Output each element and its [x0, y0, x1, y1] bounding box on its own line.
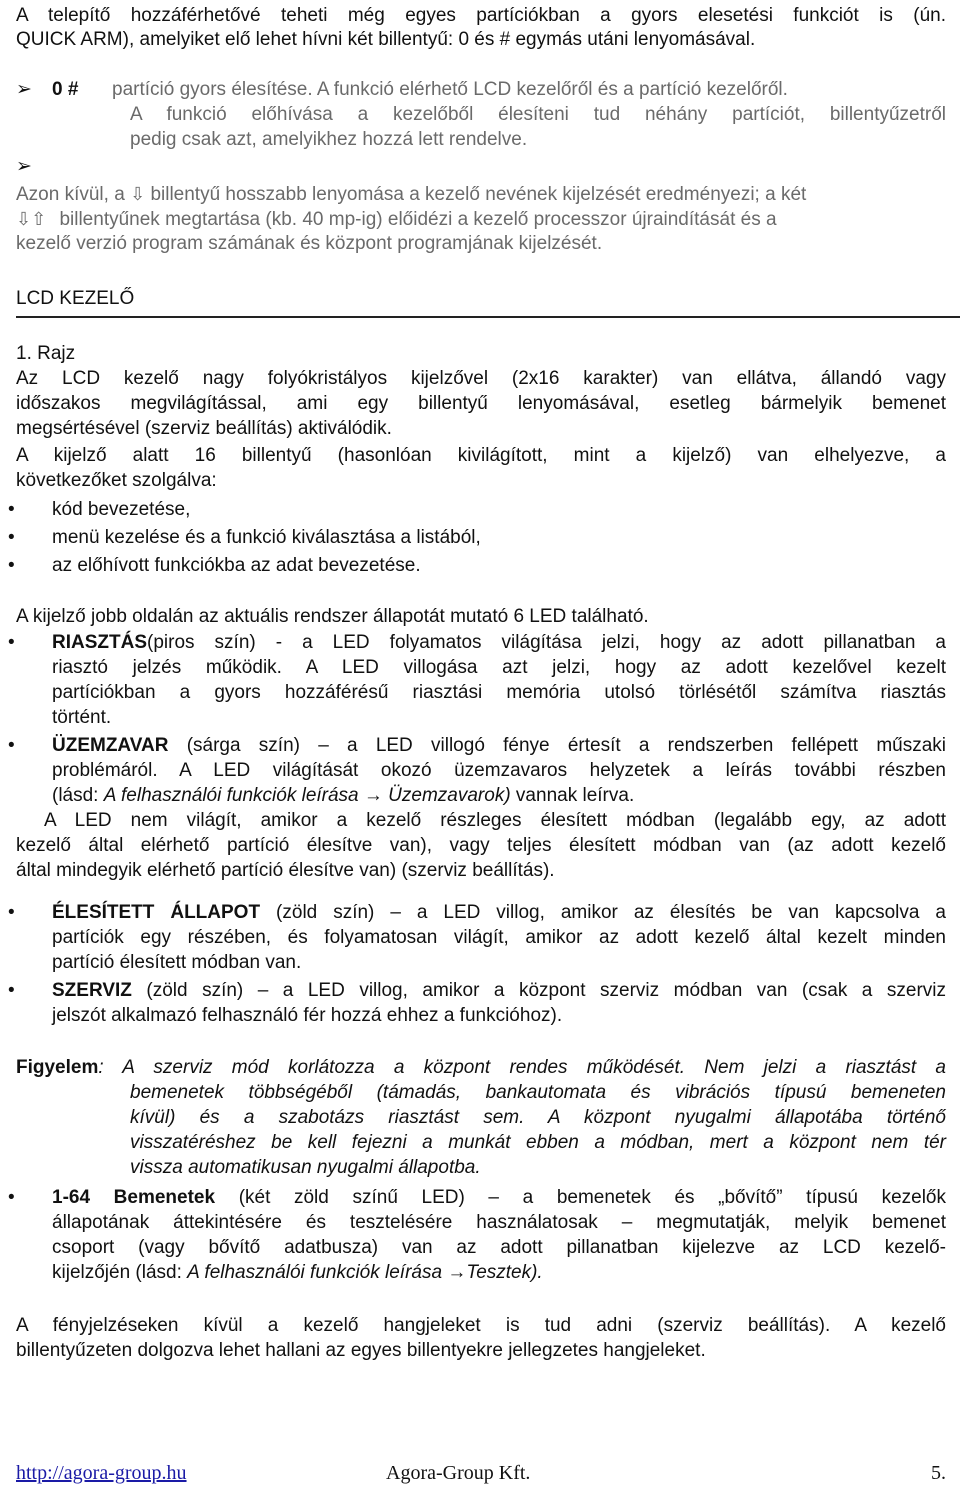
led-elesitett-line-1 — [52, 901, 946, 925]
uzemzavar-para-line-1: A LED nem világít, amikor a kezelő részleges élesített módban (legalább egy, az adott — [44, 810, 946, 831]
figyelem-line-1 — [16, 1056, 946, 1080]
desc-line-1: Az LCD kezelő nagy folyókristályos kijelzővel (2x16 karakter) van ellátva, állandó vagy — [16, 368, 946, 389]
led-riasztas-line-2: riasztó jelzés működik. A LED villogása azt jelzi, hogy az adott kezelővel kezelt — [52, 657, 946, 678]
uzemzavar-para-line-2: kezelő által elérhető partíció élesítve van), vagy teljes élesített módban van (az adott kezelő — [16, 835, 946, 856]
led-uzemzavar-line-3 — [52, 784, 634, 808]
led-intro: A kijelző jobb oldalán az aktuális rendszer állapotát mutató 6 LED található. — [16, 606, 649, 627]
led-riasztas-line-4: történt. — [52, 707, 112, 728]
led-uzemzavar-name: ÜZEMZAVAR — [52, 735, 169, 756]
extra-line-1-start: Azon kívül, a — [16, 184, 125, 205]
function-item: • az előhívott funkciókba az adat bevezetése. — [52, 554, 421, 578]
desc-line-2: időszakos megvilágítással, ami egy billentyű lenyomásával, esetleg bármelyik bemenet — [16, 393, 946, 414]
function-item: • kód bevezetése, — [52, 498, 190, 522]
footer-company: Agora-Group Kft. — [386, 1462, 531, 1484]
led-elesitett-text: (zöld szín) – a LED villog, amikor az élesítés be van kapcsolva a — [276, 902, 946, 923]
led-elesitett-name: ÉLESÍTETT ÁLLAPOT — [52, 902, 261, 923]
extra-line-3: kezelő verzió program számának és központ programjának kijelzését. — [16, 233, 603, 254]
bemenetek-name: 1-64 Bemenetek — [52, 1187, 216, 1208]
quick-arm-line-1: partíció gyors élesítése. A funkció elérhető LCD kezelőről és a partíció kezelőről. — [112, 79, 788, 100]
led-elesitett-line-2: partíciók egy részében, és folyamatosan világít, amikor az adott kezelő által kezelt minden — [52, 927, 946, 948]
bemenetek-line-2: állapotának áttekintésére és tesztelésére használatosak – megmutatják, melyik bemenet — [52, 1212, 946, 1233]
closing-line-2: billentyűzeten dolgozva lehet hallani az egyes billentyekre jellegzetes hangjeleket. — [16, 1340, 706, 1361]
quick-arm-key: 0 # — [52, 79, 79, 100]
extra-line-2 — [16, 207, 946, 232]
ref-suffix: vannak leírva. — [510, 785, 635, 806]
bemenetek-line-3: csoport (vagy bővítő adatbusza) van az adott pillanatban kijelezve az LCD kezelő- — [52, 1237, 946, 1258]
led-szerviz-line-1 — [52, 979, 946, 1003]
led-riasztas-line-1 — [52, 631, 946, 655]
bemenetek-line-4 — [52, 1261, 543, 1285]
figyelem-line-5: vissza automatikusan nyugalmi állapotba. — [130, 1157, 481, 1178]
extra-line-2-text: billentyűnek megtartása (kb. 40 mp-ig) előidézi a kezelő processzor újraindítását és a — [59, 209, 777, 230]
intro-line-2: QUICK ARM), amelyiket elő lehet hívni két billentyű: 0 és # egymás utáni lenyomásával. — [16, 29, 756, 50]
led-uzemzavar-line-1 — [52, 734, 946, 758]
ref-title: A felhasználói funkciók leírása → Üzemzavarok) — [103, 785, 511, 806]
quick-arm-line-3: pedig csak azt, amelyikhez hozzá lett rendelve. — [130, 129, 528, 150]
figyelem-line-2: bemenetek többségéből (támadás, bankautomata és vibrációs típusú bemeneten — [130, 1082, 946, 1103]
desc-line-4: A kijelző alatt 16 billentyű (hasonlóan kivilágított, mint a kijelző) van elhelyezve, a — [16, 445, 946, 466]
footer-link[interactable]: http://agora-group.hu — [16, 1462, 187, 1484]
figyelem-line-3: kívül) és a szabotázs riasztást sem. A központ nyugalmi állapotába történő — [130, 1107, 946, 1128]
closing-line-1: A fényjelzéseken kívül a kezelő hangjeleket is tud adni (szerviz beállítás). A kezelő — [16, 1315, 946, 1336]
led-szerviz-name: SZERVIZ — [52, 980, 132, 1001]
uzemzavar-para-line-3: által mindegyik elérhető partíció élesítve van) (szerviz beállítás). — [16, 860, 555, 881]
led-uzemzavar-line-2: problémáról. A LED világítását okozó üzemzavaros helyzetek a leírás további részben — [52, 760, 946, 781]
page-number: 5. — [931, 1462, 946, 1484]
arrow-bullet-icon: ➢ — [16, 156, 32, 177]
led-szerviz-line-2: jelszót alkalmazó felhasználó fér hozzá ehhez a funkcióhoz). — [52, 1005, 563, 1026]
ref-title: A felhasználói funkciók leírása →Tesztek). — [187, 1262, 543, 1283]
bemenetek-text: (két zöld színű LED) – a bemenetek és „bővítő” típusú kezelők — [238, 1187, 946, 1208]
led-riasztas-name: RIASZTÁS — [52, 632, 147, 653]
extra-line-1-end: billentyű hosszabb lenyomása a kezelő nevének kijelzését eredményezi; a két — [150, 184, 807, 205]
led-uzemzavar-text: (sárga szín) – a LED villogó fénye értesít a rendszerben fellépett műszaki — [186, 735, 947, 756]
led-elesitett-line-3: partíció élesített módban van. — [52, 952, 302, 973]
down-up-arrows-icon: ⇩⇧ — [16, 209, 47, 229]
desc-line-3: megsértésével (szerviz beállítás) aktiválódik. — [16, 418, 392, 439]
desc-line-5: következőket szolgálva: — [16, 470, 217, 491]
ref-prefix: (lásd: — [52, 785, 104, 806]
quick-arm-line-2: A funkció előhívása a kezelőből élesíteni tud néhány partíciót, billentyűzetről — [130, 104, 946, 125]
section-title: LCD KEZELŐ — [16, 284, 960, 318]
extra-line-1 — [16, 182, 946, 207]
intro-line-1: A telepítő hozzáférhetővé teheti még egyes partíciókban a gyors elesetési funkciót is (ún. — [16, 5, 946, 26]
figyelem-text: : A szerviz mód korlátozza a központ rendes működését. Nem jelzi a riasztást a — [98, 1057, 946, 1078]
figyelem-label: Figyelem — [16, 1057, 99, 1078]
bemenetek-line-1 — [52, 1186, 946, 1210]
figure-caption: 1. Rajz — [16, 343, 76, 364]
led-szerviz-text: (zöld szín) – a LED villog, amikor a központ szerviz módban van (csak a szerviz — [146, 980, 946, 1001]
led-riasztas-text: (piros szín) - a LED folyamatos világítása jelzi, hogy az adott pillanatban a — [147, 632, 946, 653]
led-riasztas-line-3: partíciókban a gyors hozzáférésű riasztási memória utolsó törlésétől számítva riasztás — [52, 682, 946, 703]
down-arrow-icon: ⇩ — [130, 184, 146, 204]
arrow-bullet-icon: ➢ — [16, 79, 32, 100]
ref-prefix: kijelzőjén (lásd: — [52, 1262, 188, 1283]
figyelem-line-4: visszatéréshez be kell fejezni a munkát ebben a módban, mert a központ nem tér — [130, 1132, 946, 1153]
function-item: • menü kezelése és a funkció kiválasztása a listából, — [52, 526, 481, 550]
